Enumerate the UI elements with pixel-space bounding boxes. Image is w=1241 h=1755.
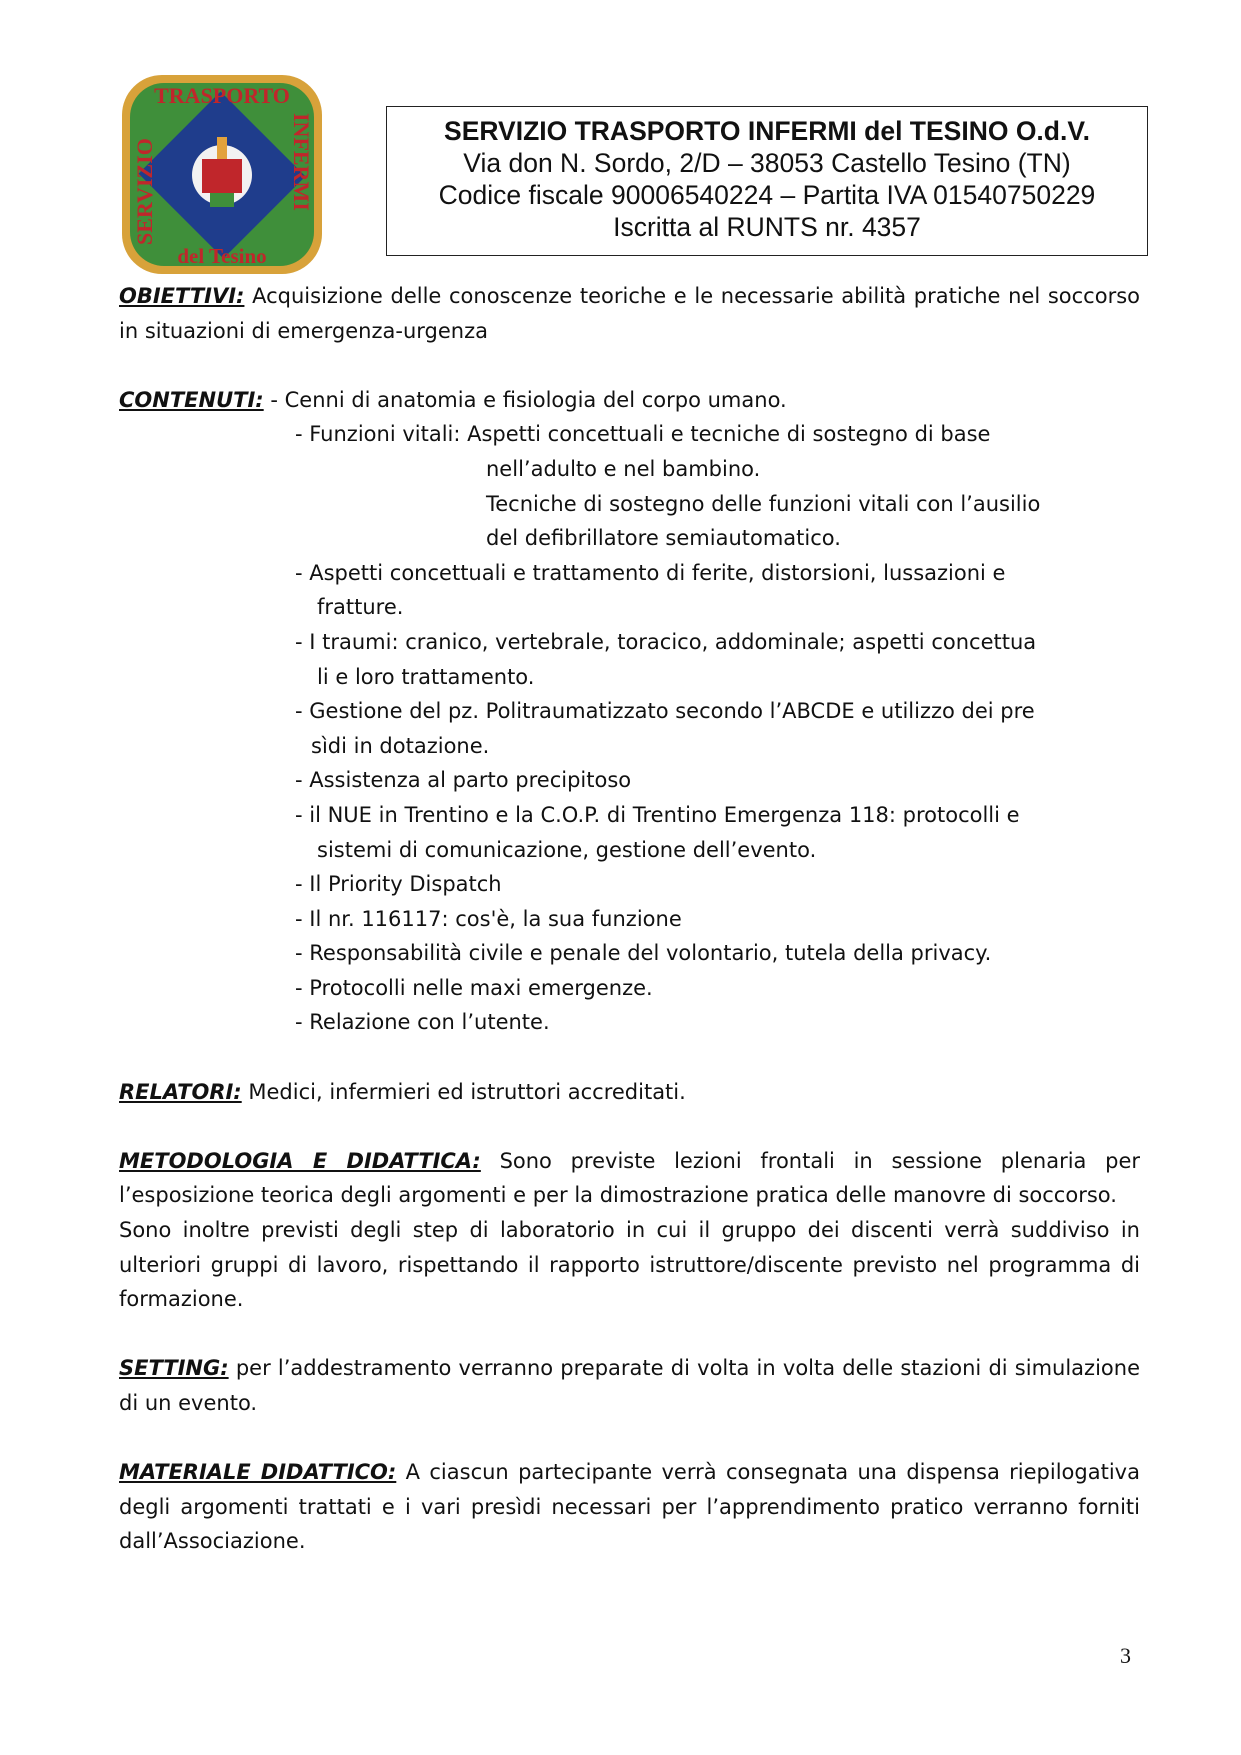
- contents-vital-line: Tecniche di sostegno delle funzioni vitali con l’ausilio: [486, 491, 1041, 516]
- logo-text-bottom: del Tesino: [177, 244, 267, 268]
- contents-list-item: - Relazione con l’utente.: [295, 1010, 550, 1035]
- page-number: 3: [1120, 1643, 1131, 1668]
- contents-list-item: - il NUE in Trentino e la C.O.P. di Trentino Emergenza 118: protocolli e sistemi di comunicazione, gestione dell’evento.: [295, 802, 1020, 862]
- contents-section: [119, 383, 1140, 1040]
- setting-section: [119, 1351, 1140, 1420]
- association-logo: [120, 73, 324, 276]
- material-text: A ciascun partecipante verrà consegnata una dispensa riepilogativa degli argomenti trattati e i vari presìdi necessari per l’apprendimento pratico verranno forniti dall’Associazione.: [119, 1460, 1140, 1554]
- contents-list-item: - Responsabilità civile e penale del volontario, tutela della privacy.: [295, 941, 992, 966]
- material-label: MATERIALE DIDATTICO:: [119, 1460, 397, 1485]
- contents-list-item: - Il nr. 116117: cos'è, la sua funzione: [295, 906, 682, 931]
- speakers-text: Medici, infermieri ed istruttori accreditati.: [248, 1079, 686, 1104]
- contents-list-item: - Protocolli nelle maxi emergenze.: [295, 975, 653, 1000]
- organization-fiscal-codes: Codice fiscale 90006540224 – Partita IVA 01540750229: [438, 180, 1096, 210]
- organization-registry: Iscritta al RUNTS nr. 4357: [613, 212, 921, 242]
- contents-vital-line: nell’adulto e nel bambino.: [486, 456, 761, 481]
- contents-first-item: - Cenni di anatomia e fisiologia del corpo umano.: [270, 387, 787, 412]
- speakers-label: RELATORI:: [119, 1079, 242, 1104]
- methodology-text: Sono previste lezioni frontali in sessione plenaria per l’esposizione teorica degli argomenti e per la dimostrazione pratica delle manovre di soccorso.: [119, 1148, 1140, 1208]
- contents-list-item: - Il Priority Dispatch: [295, 872, 502, 897]
- logo-text-right: INFERMI: [289, 113, 314, 211]
- contents-vital-line: del defibrillatore semiautomatico.: [486, 526, 841, 551]
- organization-address: Via don N. Sordo, 2/D – 38053 Castello Tesino (TN): [463, 148, 1071, 178]
- objectives-label: OBIETTIVI:: [119, 284, 245, 308]
- objectives-section: [119, 279, 1140, 348]
- methodology-section: [119, 1144, 1140, 1213]
- document-body: [119, 279, 1140, 1559]
- speakers-section: [119, 1075, 1140, 1110]
- methodology-label: METODOLOGIA E DIDATTICA:: [119, 1148, 481, 1173]
- logo-text-left: SERVIZIO: [132, 138, 157, 245]
- objectives-text: Acquisizione delle conoscenze teoriche e le necessarie abilità pratiche nel soccorso in situazioni di emergenza-urgenza: [119, 284, 1140, 343]
- logo-text-top: TRASPORTO: [154, 83, 290, 108]
- methodology-text-2: Sono inoltre previsti degli step di laboratorio in cui il gruppo dei discenti verrà suddiviso in ulteriori gruppi di lavoro, rispettando il rapporto istruttore/discente previsto nel programma di formazione.: [119, 1218, 1140, 1312]
- organization-name: SERVIZIO TRASPORTO INFERMI del TESINO O.d.V.: [444, 116, 1090, 146]
- contents-vital-functions: - Funzioni vitali: Aspetti concettuali e tecniche di sostegno di base: [295, 422, 991, 447]
- setting-label: SETTING:: [119, 1356, 229, 1381]
- contents-label: CONTENUTI:: [119, 387, 264, 412]
- contents-list-item: - Aspetti concettuali e trattamento di ferite, distorsioni, lussazioni e fratture.: [295, 560, 1006, 620]
- contents-list-item: - I traumi: cranico, vertebrale, toracico, addominale; aspetti concettua li e loro trattamento.: [295, 629, 1037, 689]
- setting-text: per l’addestramento verranno preparate di volta in volta delle stazioni di simulazione di un evento.: [119, 1356, 1140, 1415]
- letterhead-box: [386, 106, 1148, 256]
- contents-list-item: - Gestione del pz. Politraumatizzato secondo l’ABCDE e utilizzo dei pre sìdi in dotazione.: [295, 699, 1035, 758]
- material-section: [119, 1455, 1140, 1559]
- contents-list-item: - Assistenza al parto precipitoso: [295, 768, 632, 793]
